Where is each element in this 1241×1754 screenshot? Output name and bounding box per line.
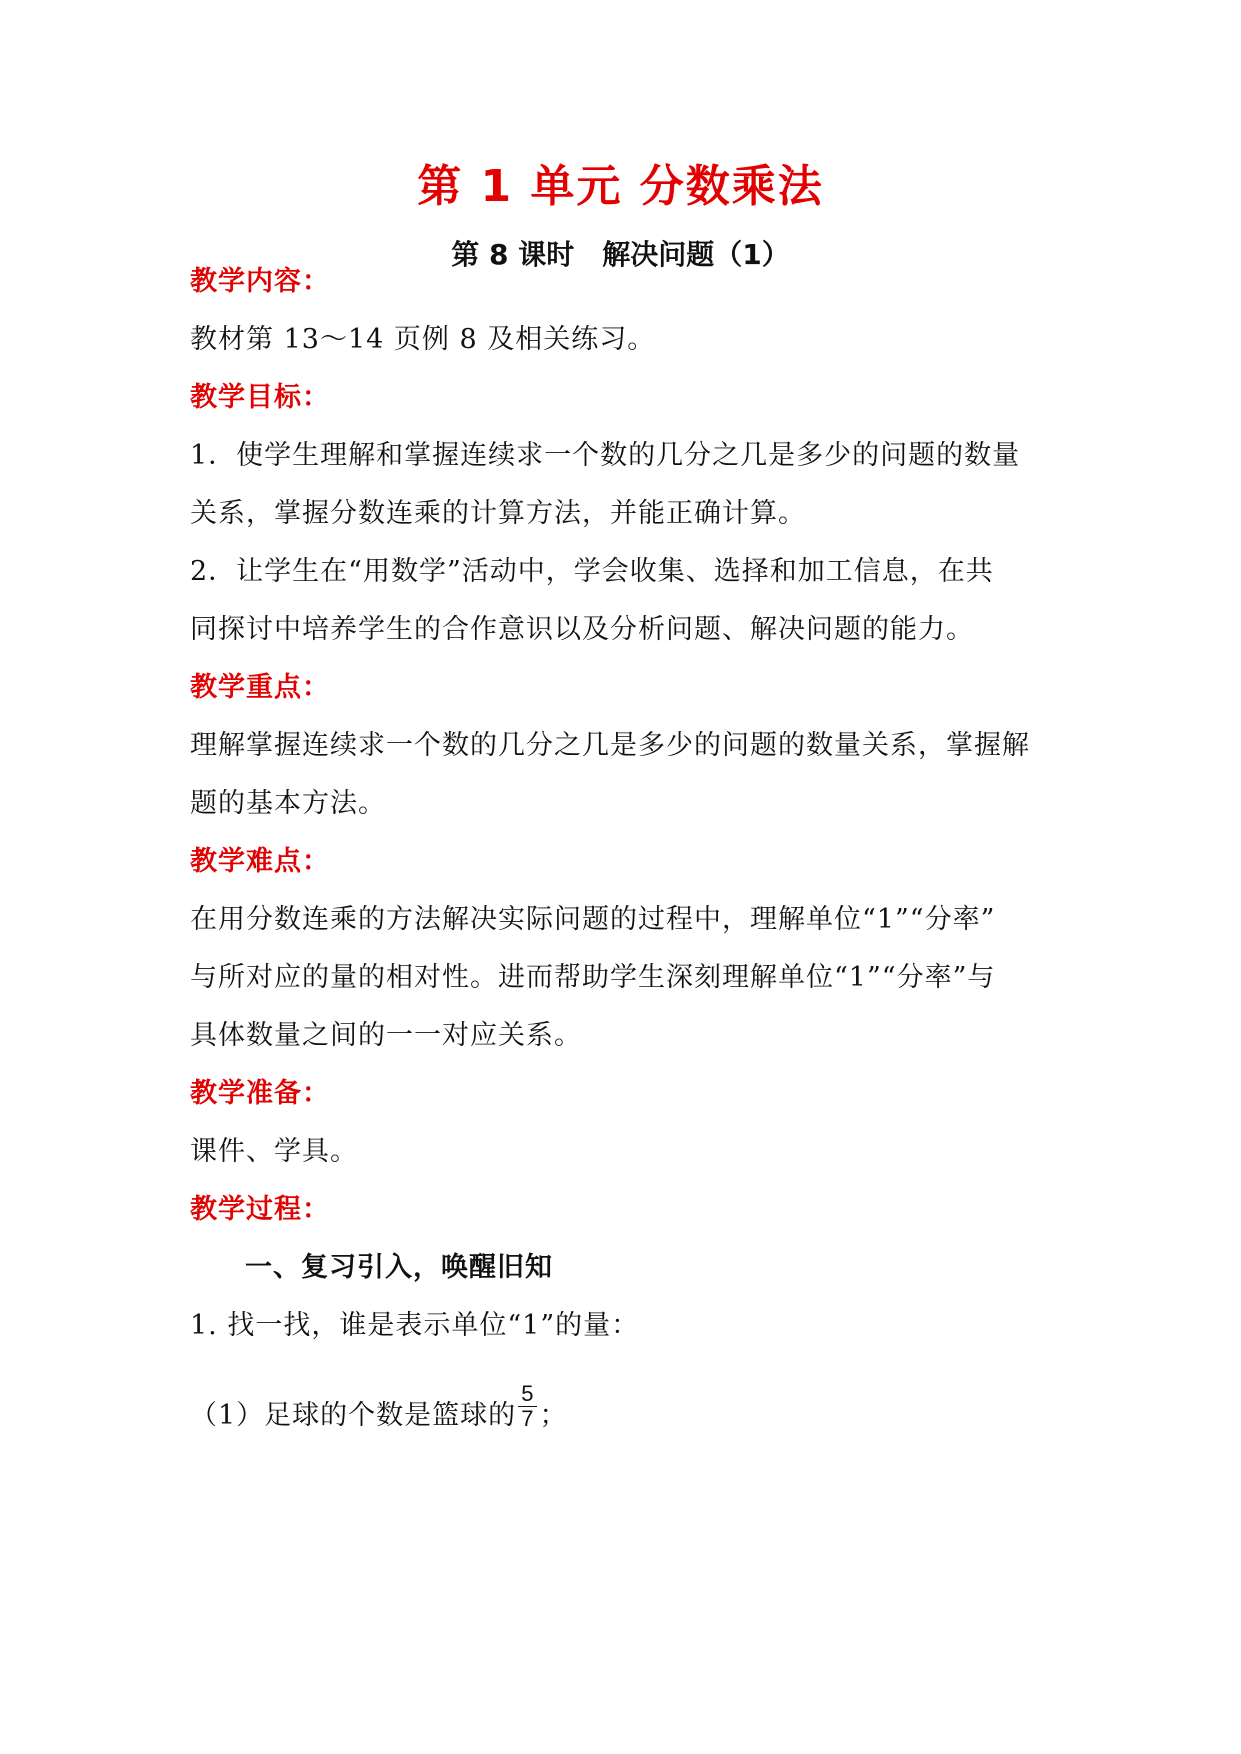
goal-1-line-1: 1．使学生理解和掌握连续求一个数的几分之几是多少的问题的数量 — [190, 440, 1021, 471]
goal-2-line-1: 2．让学生在“用数学”活动中，学会收集、选择和加工信息，在共 — [190, 556, 994, 587]
item-1-1-text: （1）足球的个数是篮球的 — [190, 1400, 517, 1431]
goals-heading: 教学目标： — [190, 382, 330, 413]
content-heading: 教学内容： — [190, 266, 330, 297]
item-1-1-end: ； — [539, 1400, 568, 1431]
process-heading: 教学过程： — [190, 1194, 330, 1225]
prep-text: 课件、学具。 — [190, 1136, 358, 1167]
key-line-2: 题的基本方法。 — [190, 788, 386, 819]
goal-2-line-2: 同探讨中培养学生的合作意识以及分析问题、解决问题的能力。 — [190, 614, 974, 645]
item-1: 1. 找一找，谁是表示单位“1”的量： — [190, 1310, 640, 1341]
goal-1-line-2: 关系，掌握分数连乘的计算方法，并能正确计算。 — [190, 498, 806, 529]
difficulty-line-2: 与所对应的量的相对性。进而帮助学生深刻理解单位“1”“分率”与 — [190, 962, 996, 993]
difficulty-line-3: 具体数量之间的一一对应关系。 — [190, 1020, 582, 1051]
process-subheading-1: 一、复习引入，唤醒旧知 — [245, 1252, 553, 1283]
key-heading: 教学重点： — [190, 672, 330, 703]
content-text: 教材第 13～14 页例 8 及相关练习。 — [190, 324, 656, 355]
fraction-denominator: 7 — [521, 1406, 535, 1431]
difficulty-line-1: 在用分数连乘的方法解决实际问题的过程中，理解单位“1”“分率” — [190, 904, 996, 935]
key-line-1: 理解掌握连续求一个数的几分之几是多少的问题的数量关系，掌握解 — [190, 730, 1030, 761]
item-1-1 — [190, 1381, 1060, 1441]
fraction-numerator: 5 — [521, 1381, 535, 1406]
fraction — [518, 1382, 537, 1431]
difficulty-heading: 教学难点： — [190, 846, 330, 877]
unit-title: 第 1 单元 分数乘法 — [417, 161, 824, 212]
prep-heading: 教学准备： — [190, 1078, 330, 1109]
lesson-title: 第 8 课时 解决问题（1） — [451, 238, 790, 271]
